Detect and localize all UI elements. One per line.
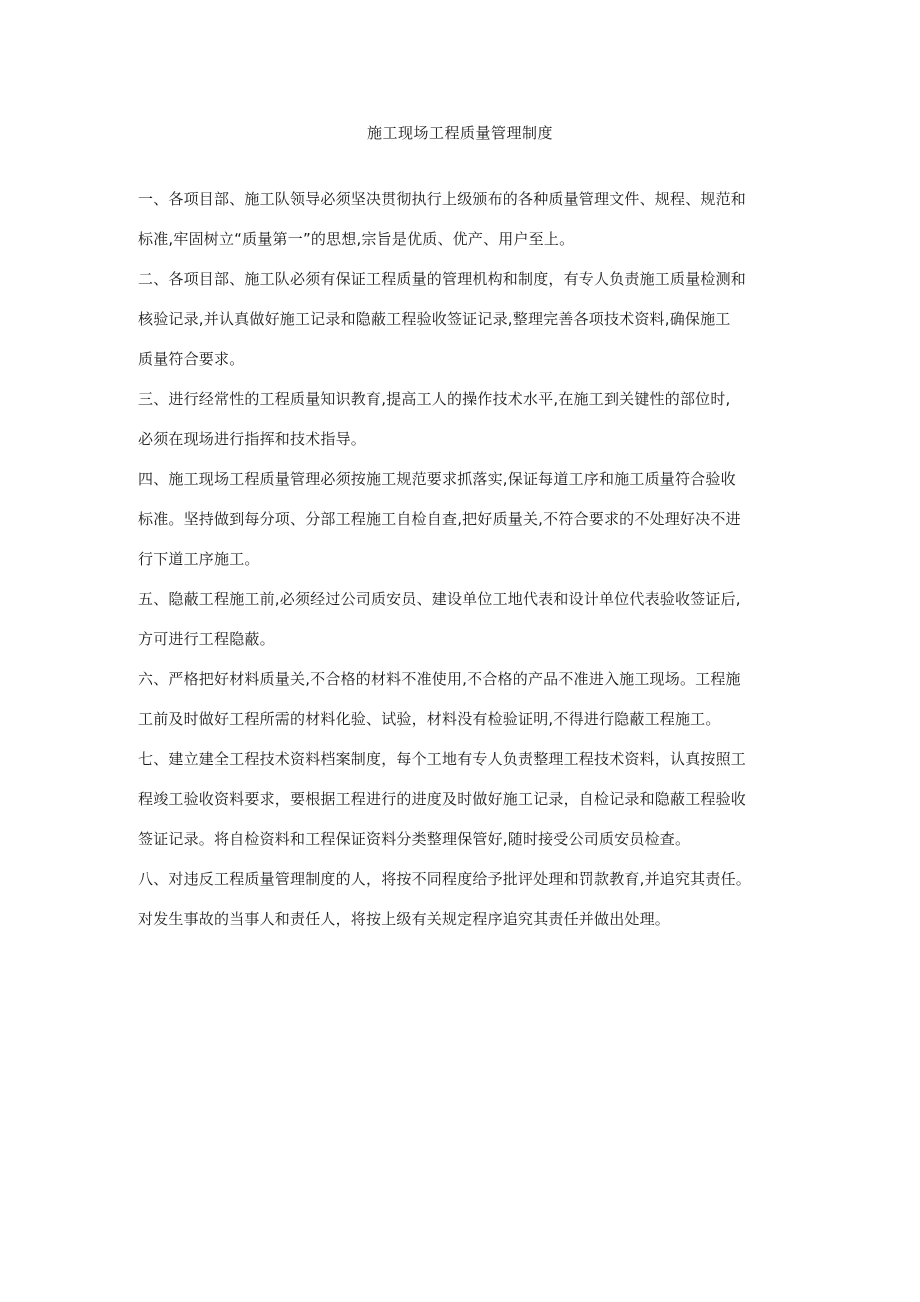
- paragraph-line: 核验记录,并认真做好施工记录和隐蔽工程验收签证记录,整理完善各项技术资料,确保施工: [138, 310, 731, 328]
- paragraph-line: 行下道工序施工。: [138, 550, 260, 568]
- paragraph-line: 三、进行经常性的工程质量知识教育,提高工人的操作技术水平,在施工到关键性的部位时,: [138, 390, 731, 408]
- paragraph-7: [138, 739, 788, 859]
- paragraph-line: 一、各项目部、施工队领导必须坚决贯彻执行上级颁布的各种质量管理文件、规程、规范和: [138, 190, 747, 208]
- paragraph-line: 二、各项目部、施工队必须有保证工程质量的管理机构和制度，有专人负责施工质量检测和: [138, 270, 747, 288]
- paragraph-line: 质量符合要求。: [138, 350, 245, 368]
- paragraph-line: 七、建立建全工程技术资料档案制度，每个工地有专人负责整理工程技术资料，认真按照工: [138, 750, 747, 768]
- paragraph-line: 标准,牢固树立“质量第一”的思想,宗旨是优质、优产、用户至上。: [138, 230, 575, 248]
- paragraph-2: [138, 259, 788, 379]
- paragraph-line: 六、严格把好材料质量关,不合格的材料不准使用,不合格的产品不准进入施工现场。工程施: [138, 670, 741, 688]
- paragraph-line: 签证记录。将自检资料和工程保证资料分类整理保管好,随时接受公司质安员检查。: [138, 830, 691, 848]
- paragraph-3: [138, 379, 788, 459]
- paragraph-4: [138, 459, 788, 579]
- paragraph-line: 四、施工现场工程质量管理必须按施工规范要求抓落实,保证每道工序和施工质量符合验收: [138, 470, 736, 488]
- paragraph-line: 五、隐蔽工程施工前,必须经过公司质安员、建设单位工地代表和设计单位代表验收签证后,: [138, 590, 741, 608]
- paragraph-line: 必须在现场进行指挥和技术指导。: [138, 430, 367, 448]
- document-title: 施工现场工程质量管理制度: [366, 124, 553, 142]
- paragraph-line: 工前及时做好工程所需的材料化验、试验，材料没有检验证明,不得进行隐蔽工程施工。: [138, 710, 721, 728]
- document-body: [138, 179, 788, 939]
- paragraph-8: [138, 859, 788, 939]
- paragraph-5: [138, 579, 788, 659]
- paragraph-1: [138, 179, 788, 259]
- paragraph-line: 程竣工验收资料要求，要根据工程进行的进度及时做好施工记录，自检记录和隐蔽工程验收: [138, 790, 747, 808]
- paragraph-line: 标准。坚持做到每分项、分部工程施工自检自查,把好质量关,不符合要求的不处理好决不进: [138, 510, 741, 528]
- paragraph-line: 对发生事故的当事人和责任人，将按上级有关规定程序追究其责任并做出处理。: [138, 910, 671, 928]
- paragraph-6: [138, 659, 788, 739]
- paragraph-line: 方可进行工程隐蔽。: [138, 630, 275, 648]
- paragraph-line: 八、对违反工程质量管理制度的人，将按不同程度给予批评处理和罚款教育,并追究其责任。: [138, 870, 751, 888]
